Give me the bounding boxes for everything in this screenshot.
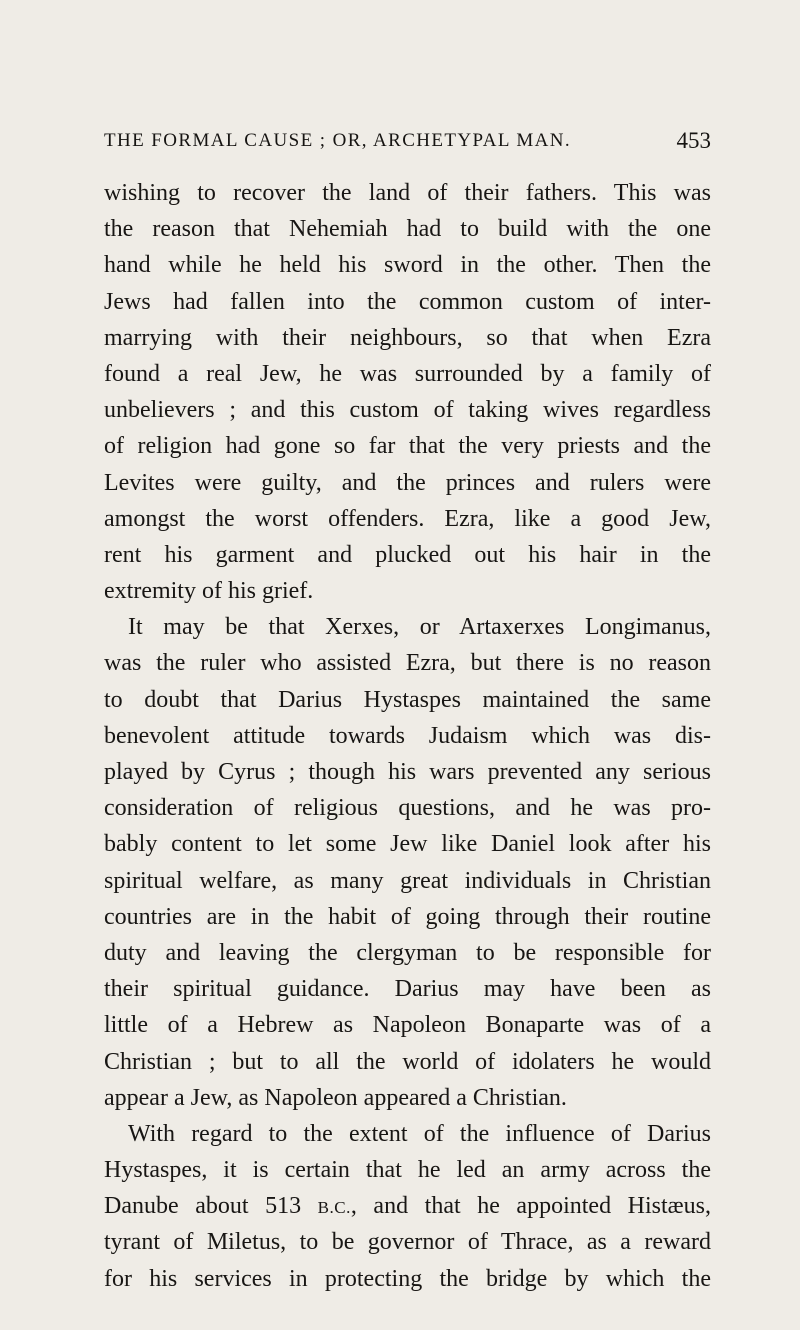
text-line: wishing to recover the land of their fathers. This was [104, 180, 711, 206]
text-line: extremity of his grief. [104, 578, 314, 605]
text-line: rent his garment and plucked out his hair in the [104, 541, 711, 568]
text-line: spiritual welfare, as many great individuals in Christian [104, 867, 711, 894]
text-line: of religion had gone so far that the very priests and the [104, 433, 711, 460]
paragraph-start-line: It may be that Xerxes, or Artaxerxes Longimanus, [128, 614, 711, 641]
text-line: marrying with their neighbours, so that when Ezra [104, 324, 711, 351]
text-line: Hystaspes, it is certain that he led an army across the [104, 1157, 711, 1184]
text-line: to doubt that Darius Hystaspes maintained the same [104, 686, 711, 713]
text-line: unbelievers ; and this custom of taking wives regardless [104, 397, 711, 424]
text-segment: Danube about 513 [104, 1193, 318, 1220]
text-line: for his services in protecting the bridge by which the [104, 1265, 711, 1292]
text-line: found a real Jew, he was surrounded by a family of [104, 360, 711, 387]
text-line: duty and leaving the clergyman to be responsible for [104, 939, 711, 966]
running-title: THE FORMAL CAUSE ; OR, ARCHETYPAL MAN. [104, 130, 572, 151]
text-line: countries are in the habit of going through their routine [104, 903, 711, 930]
text-line: bably content to let some Jew like Daniel look after his [104, 831, 711, 858]
text-line: the reason that Nehemiah had to build with the one [104, 216, 711, 243]
text-line: played by Cyrus ; though his wars prevented any serious [104, 759, 711, 785]
body-text [104, 175, 711, 1297]
paragraph-start-line: With regard to the extent of the influence of Darius [128, 1120, 711, 1147]
text-line: was the ruler who assisted Ezra, but there is no reason [104, 650, 711, 677]
text-line: Christian ; but to all the world of idolaters he would [104, 1048, 711, 1075]
page-header [104, 130, 711, 158]
text-line: appear a Jew, as Napoleon appeared a Christian. [104, 1084, 567, 1111]
text-line: tyrant of Miletus, to be governor of Thrace, as a reward [104, 1229, 711, 1256]
text-line: consideration of religious questions, and he was pro- [104, 795, 711, 822]
text-line: their spiritual guidance. Darius may have been as [104, 976, 711, 1003]
small-caps-abbreviation: B.C. [317, 1198, 351, 1218]
page-number: 453 [676, 128, 711, 153]
text-line: little of a Hebrew as Napoleon Bonaparte was of a [104, 1012, 711, 1039]
text-line [104, 1188, 711, 1224]
text-line: benevolent attitude towards Judaism which was dis- [104, 722, 711, 749]
text-line: hand while he held his sword in the other. Then the [104, 252, 711, 279]
text-line: Jews had fallen into the common custom of inter- [104, 288, 711, 315]
text-segment: , and that he appointed Histæus, [350, 1193, 711, 1220]
text-line: amongst the worst offenders. Ezra, like a good Jew, [104, 505, 711, 532]
text-line: Levites were guilty, and the princes and rulers were [104, 469, 711, 496]
